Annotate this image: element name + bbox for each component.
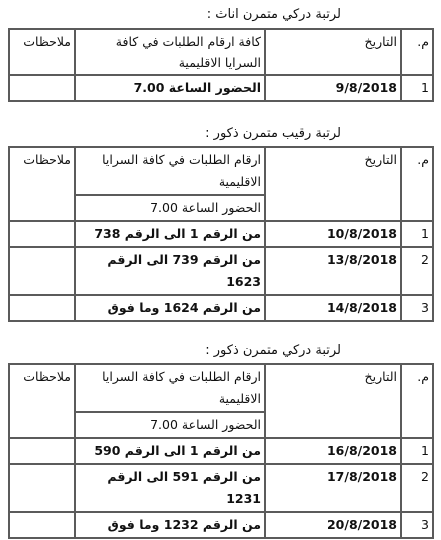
row-notes <box>9 464 75 512</box>
row-date: 9/8/2018 <box>265 75 401 101</box>
row-number: 3 <box>401 295 433 321</box>
table-header-row <box>9 29 433 75</box>
row-date: 17/8/2018 <box>265 464 401 512</box>
row-date: 14/8/2018 <box>265 295 401 321</box>
row-notes <box>9 295 75 321</box>
row-number: 2 <box>401 247 433 295</box>
row-number: 1 <box>401 221 433 247</box>
row-range: من الرقم 1624 وما فوق <box>75 295 265 321</box>
table-row <box>9 438 433 464</box>
row-range: من الرقم 591 الى الرقم 1231 <box>75 464 265 512</box>
schedule-table-male-sergeant <box>8 146 434 322</box>
table-row <box>9 247 433 295</box>
table-row <box>9 464 433 512</box>
row-date: 20/8/2018 <box>265 512 401 538</box>
header-notes: ملاحظات <box>9 364 75 438</box>
section-title-male-gendarme: لرتبة دركي متمرن ذكور : <box>205 343 341 358</box>
header-range: كافة ارقام الطلبات في كافة السرايا الاقليمية <box>75 29 265 75</box>
row-notes <box>9 512 75 538</box>
row-number: 2 <box>401 464 433 512</box>
row-notes <box>9 247 75 295</box>
row-number: 1 <box>401 75 433 101</box>
section-title-female-gendarme: لرتبة دركي متمرن اناث : <box>206 7 341 22</box>
section-title-male-sergeant: لرتبة رقيب متمرن ذكور : <box>205 126 341 141</box>
table-header-row <box>9 147 433 195</box>
row-notes <box>9 221 75 247</box>
header-number: م. <box>401 147 433 221</box>
row-date: 13/8/2018 <box>265 247 401 295</box>
table-header-row <box>9 364 433 412</box>
header-number: م. <box>401 364 433 438</box>
row-range: من الرقم 739 الى الرقم 1623 <box>75 247 265 295</box>
header-range: ارقام الطلبات في كافة السرايا الاقليمية <box>75 364 265 412</box>
row-number: 1 <box>401 438 433 464</box>
row-range: من الرقم 1 الى الرقم 738 <box>75 221 265 247</box>
table-row <box>9 221 433 247</box>
header-date: التاريخ <box>265 364 401 438</box>
schedule-table-male-gendarme <box>8 363 434 539</box>
row-notes <box>9 75 75 101</box>
row-date: 10/8/2018 <box>265 221 401 247</box>
table-row <box>9 75 433 101</box>
row-range: من الرقم 1232 وما فوق <box>75 512 265 538</box>
row-date: 16/8/2018 <box>265 438 401 464</box>
header-notes: ملاحظات <box>9 29 75 75</box>
header-date: التاريخ <box>265 29 401 75</box>
header-notes: ملاحظات <box>9 147 75 221</box>
row-range: الحضور الساعة 7.00 <box>75 75 265 101</box>
row-notes <box>9 438 75 464</box>
header-number: م. <box>401 29 433 75</box>
schedule-table-female-gendarme <box>8 28 434 102</box>
header-date: التاريخ <box>265 147 401 221</box>
row-range: من الرقم 1 الى الرقم 590 <box>75 438 265 464</box>
header-attendance-time: الحضور الساعة 7.00 <box>75 412 265 438</box>
header-range: ارقام الطلبات في كافة السرايا الاقليمية <box>75 147 265 195</box>
table-row <box>9 295 433 321</box>
header-attendance-time: الحضور الساعة 7.00 <box>75 195 265 221</box>
table-row <box>9 512 433 538</box>
row-number: 3 <box>401 512 433 538</box>
